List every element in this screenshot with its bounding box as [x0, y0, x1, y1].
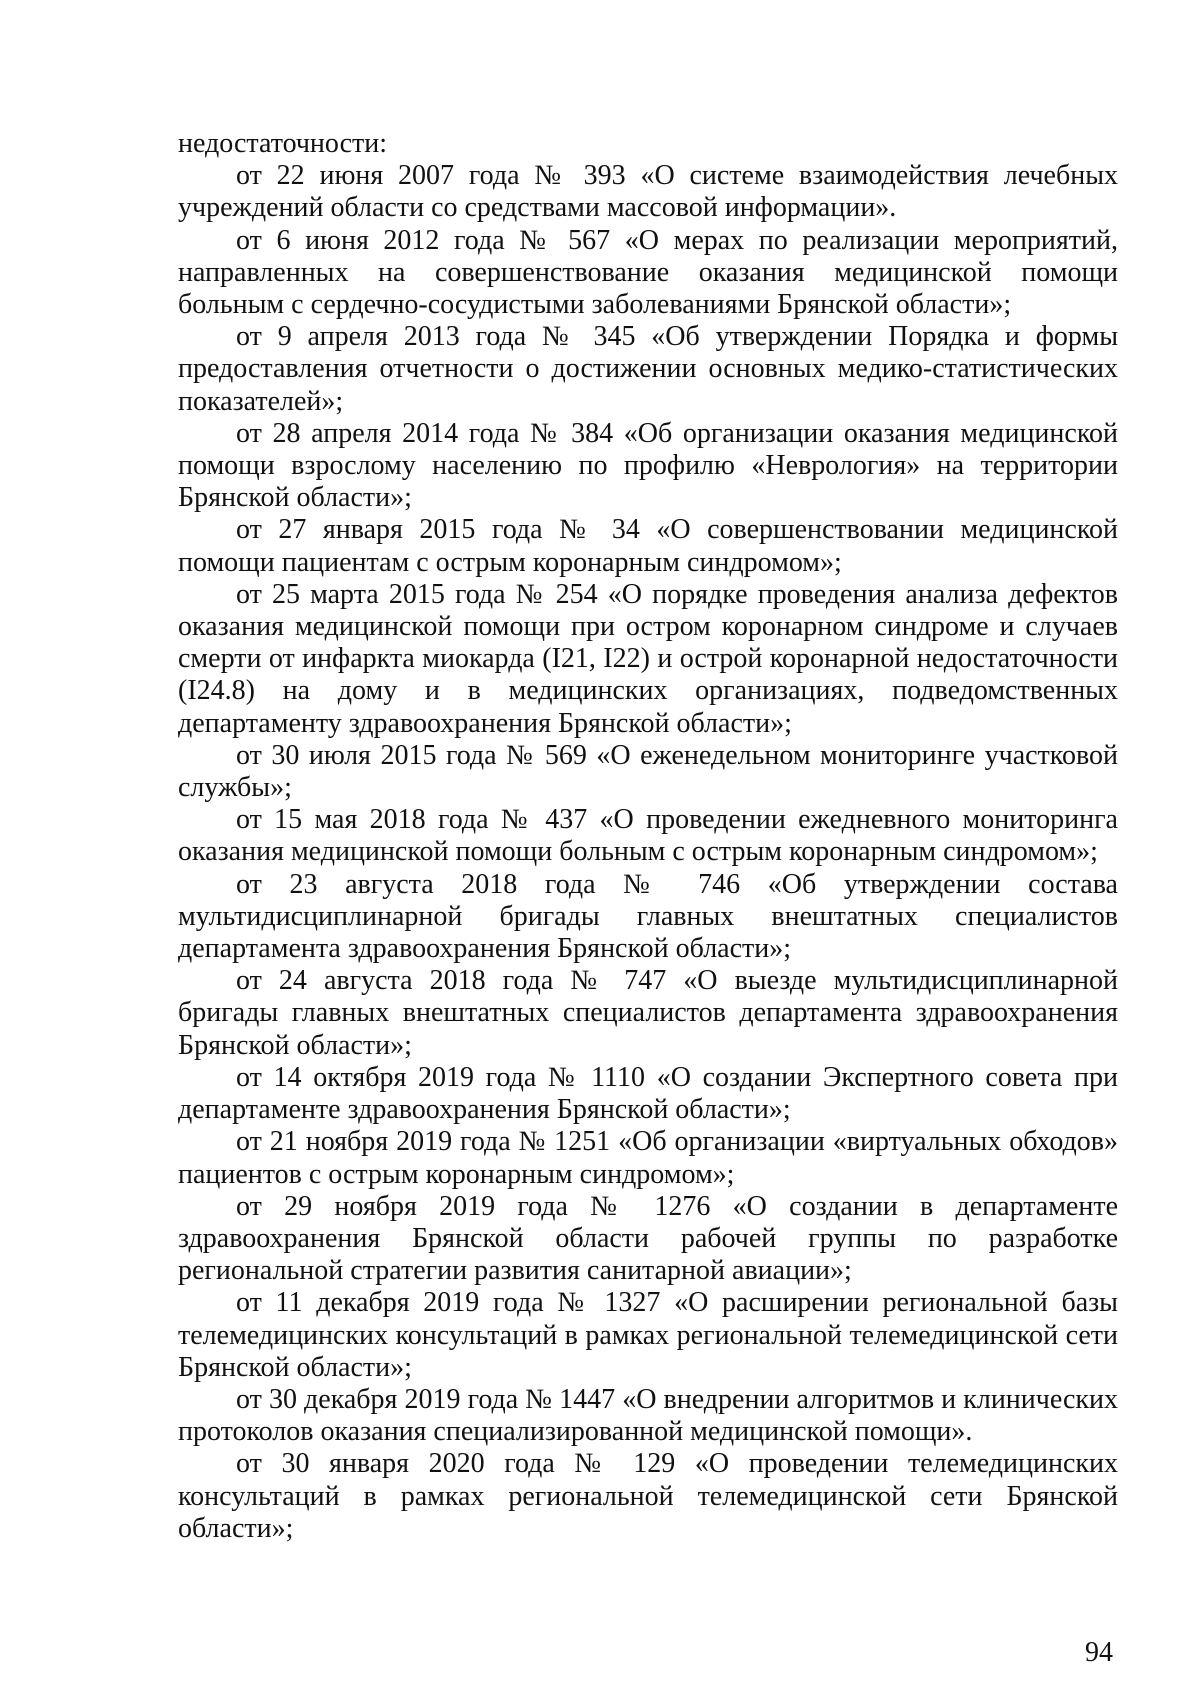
paragraph-order-567: от 6 июня 2012 года № 567 «О мерах по реализации мероприятий, направленных на совершенствование оказания медицинской помощи больным с сердечно-сосудистыми заболеваниями Брянской области»;	[178, 224, 1118, 321]
paragraph-order-747: от 24 августа 2018 года № 747 «О выезде мультидисциплинарной бригады главных внештатных специалистов департамента здравоохранения Брянской области»;	[178, 965, 1118, 1061]
page-number: 94	[1085, 1637, 1113, 1668]
paragraph-order-34: от 27 января 2015 года № 34 «О совершенствовании медицинской помощи пациентам с острым коронарным синдромом»;	[178, 514, 1118, 578]
paragraph-order-437: от 15 мая 2018 года № 437 «О проведении ежедневного мониторинга оказания медицинской помощи больным с острым коронарным синдромом»;	[178, 804, 1118, 868]
paragraph-order-1251: от 21 ноября 2019 года № 1251 «Об организации «виртуальных обходов» пациентов с острым коронарным синдромом»;	[178, 1126, 1118, 1190]
paragraph-order-1327: от 11 декабря 2019 года № 1327 «О расширении региональной базы телемедицинских консультаций в рамках региональной телемедицинской сети Брянской области»;	[178, 1287, 1118, 1383]
document-body	[178, 128, 1118, 1545]
paragraph-order-384: от 28 апреля 2014 года № 384 «Об организации оказания медицинской помощи взрослому населению по профилю «Неврология» на территории Брянской области»;	[178, 417, 1118, 514]
paragraph-order-1110: от 14 октября 2019 года № 1110 «О создании Экспертного совета при департаменте здравоохранения Брянской области»;	[178, 1061, 1118, 1126]
paragraph-order-1447: от 30 декабря 2019 года № 1447 «О внедрении алгоритмов и клинических протоколов оказания специализированной медицинской помощи».	[178, 1383, 1118, 1448]
paragraph-order-129: от 30 января 2020 года № 129 «О проведении телемедицинских консультаций в рамках региональной телемедицинской сети Брянской области»;	[178, 1448, 1118, 1544]
paragraph-order-393: от 22 июня 2007 года № 393 «О системе взаимодействия лечебных учреждений области со средствами массовой информации».	[178, 160, 1118, 224]
paragraph-order-345: от 9 апреля 2013 года № 345 «Об утверждении Порядка и формы предоставления отчетности о достижении основных медико-статистических показателей»;	[178, 321, 1118, 417]
paragraph-order-1276: от 29 ноября 2019 года № 1276 «О создании в департаменте здравоохранения Брянской области рабочей группы по разработке региональной стратегии развития санитарной авиации»;	[178, 1190, 1118, 1287]
paragraph-order-746: от 23 августа 2018 года № 746 «Об утверждении состава мультидисциплинарной бригады главных внештатных специалистов департамента здравоохранения Брянской области»;	[178, 868, 1118, 965]
paragraph-order-254: от 25 марта 2015 года № 254 «О порядке проведения анализа дефектов оказания медицинской помощи при остром коронарном синдроме и случаев смерти от инфаркта миокарда (I21, I22) и острой коронарной недостаточности (I24.8) на дому и в медицинских организациях, подведомственных департаменту здравоохранения Брянской области»;	[178, 578, 1118, 739]
paragraph-continuation: недостаточности:	[178, 128, 388, 159]
paragraph-order-569: от 30 июля 2015 года № 569 «О еженедельном мониторинге участковой службы»;	[178, 739, 1118, 804]
